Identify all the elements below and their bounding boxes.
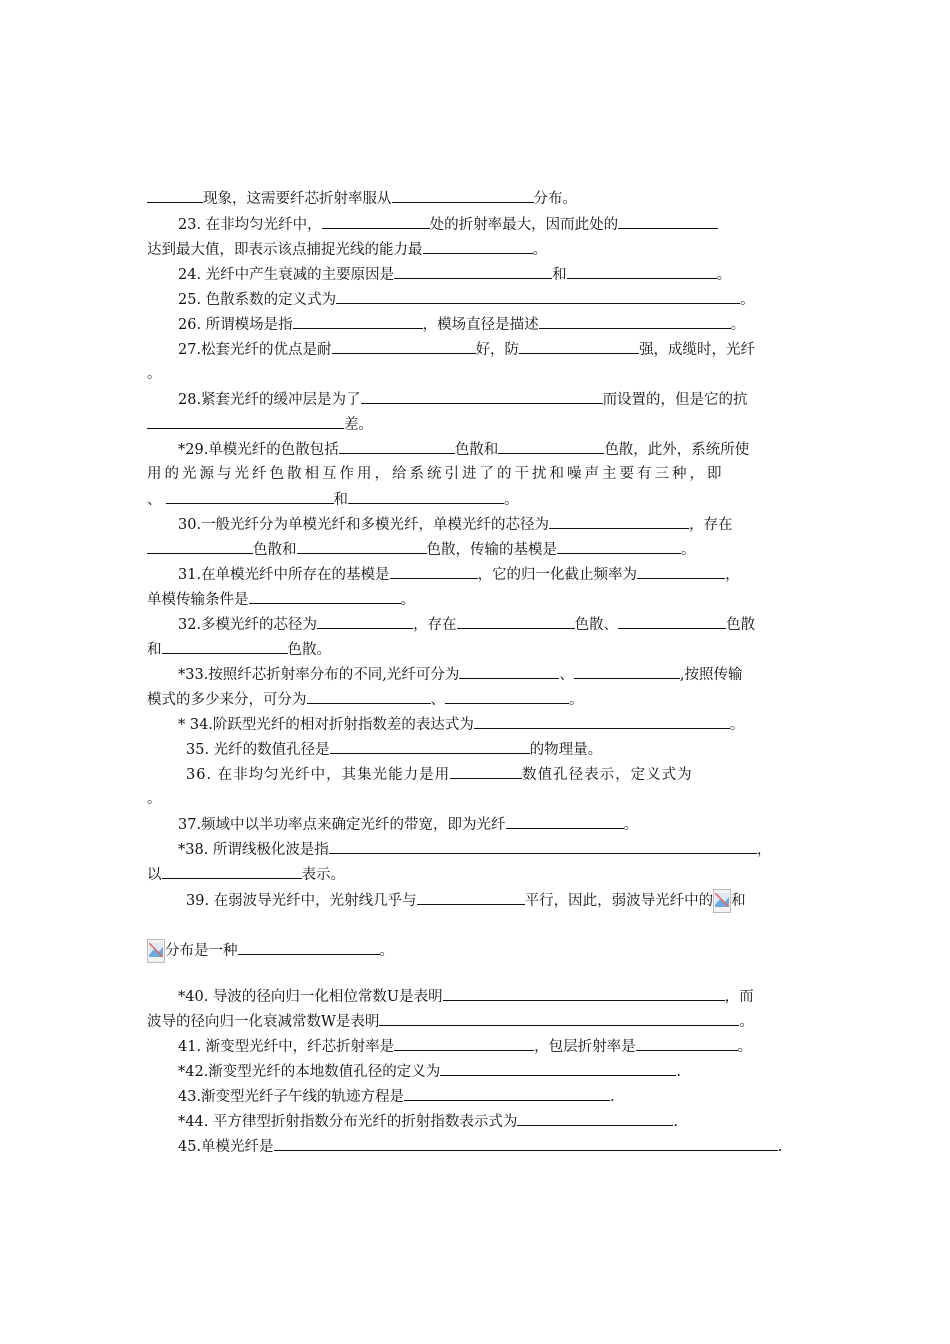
- q38-line1: [178, 839, 838, 860]
- q28-line2: [147, 414, 807, 435]
- q36-line2: [147, 789, 807, 809]
- text: 强，成缆时，光纤: [639, 342, 756, 358]
- blank[interactable]: [307, 689, 431, 704]
- blank[interactable]: [332, 339, 476, 354]
- q28-line1: [178, 389, 838, 410]
- text: 和: [333, 492, 348, 508]
- text: 色散，传输的基模是: [426, 542, 557, 558]
- blank[interactable]: [147, 188, 203, 203]
- q32-line1: [178, 614, 838, 635]
- text: 波导的径向归一化衰减常数W是表明: [147, 1014, 380, 1030]
- blank[interactable]: [162, 864, 302, 879]
- q33-line2: [147, 689, 807, 710]
- blank[interactable]: [618, 614, 726, 629]
- text: 30.一般光纤分为单模光纤和多模光纤，单模光纤的芯径为: [178, 517, 550, 533]
- text: ，包层折射率是: [534, 1039, 636, 1055]
- blank[interactable]: [474, 714, 730, 729]
- q34-line: [178, 714, 838, 735]
- text: 和: [731, 893, 746, 909]
- text: *42.渐变型光纤的本地数值孔径的定义为: [178, 1064, 441, 1080]
- q26-line: [178, 314, 838, 335]
- text: 39. 在弱波导光纤中，光射线几乎与: [186, 893, 417, 909]
- q37-line: [178, 814, 838, 835]
- text: .: [676, 1064, 681, 1080]
- blank[interactable]: [567, 264, 717, 279]
- text: 差。: [344, 417, 373, 433]
- blank[interactable]: [517, 1111, 673, 1126]
- text: 、: [559, 667, 574, 683]
- blank[interactable]: [445, 689, 569, 704]
- blank[interactable]: [549, 514, 689, 529]
- blank[interactable]: [392, 188, 534, 203]
- text: 色散和: [454, 442, 499, 458]
- q24-line: [178, 264, 838, 285]
- text: 37.频域中以半功率点来确定光纤的带宽，即为光纤: [178, 817, 506, 833]
- text: 平行，因此，弱波导光纤中的: [524, 893, 714, 909]
- text: .: [777, 1139, 783, 1155]
- text: 和: [552, 267, 567, 283]
- text: 25. 色散系数的定义式为: [178, 292, 337, 308]
- text: 31.在单模光纤中所存在的基模是: [178, 567, 390, 583]
- text: 23. 在非均匀光纤中，: [178, 217, 322, 233]
- blank[interactable]: [339, 439, 455, 454]
- blank[interactable]: [297, 539, 427, 554]
- text: 而设置的，但是它的抗: [602, 392, 748, 408]
- text: ，存在: [689, 517, 733, 533]
- blank[interactable]: [274, 1136, 778, 1151]
- q30-line1: [178, 514, 838, 535]
- text: * 34.阶跃型光纤的相对折射指数差的表达式为: [178, 717, 474, 733]
- blank[interactable]: [519, 339, 639, 354]
- q29-line2: 用的光源与光纤色散相互作用，给系统引进了的干扰和噪声主要有三种，即: [147, 466, 725, 482]
- text: 色散，此外，系统所使: [604, 442, 750, 458]
- blank[interactable]: [238, 940, 380, 955]
- text: 。: [739, 1014, 754, 1030]
- blank[interactable]: [390, 564, 478, 579]
- text: ，它的归一化截止频率为: [477, 567, 638, 583]
- blank[interactable]: [317, 614, 413, 629]
- blank[interactable]: [450, 764, 522, 779]
- blank[interactable]: [147, 414, 344, 429]
- text: 和: [147, 642, 162, 658]
- text: *40. 导波的径向归一化相位常数U是表明: [178, 989, 443, 1005]
- q35-line: [186, 739, 846, 760]
- text: ，模场直径是描述: [422, 317, 539, 333]
- blank[interactable]: [394, 1036, 534, 1051]
- q30-line2: [147, 539, 807, 560]
- q45-line: [178, 1136, 838, 1157]
- q39-line1: [186, 889, 846, 913]
- text: 28.紧套光纤的缓冲层是为了: [178, 392, 361, 408]
- text: 32.多模光纤的芯径为: [178, 617, 318, 633]
- q43-line: [178, 1086, 838, 1107]
- q29-line3: [147, 489, 807, 510]
- text: 。: [569, 692, 584, 708]
- text: 。: [147, 791, 162, 807]
- blank[interactable]: [404, 1086, 610, 1101]
- blank[interactable]: [348, 489, 504, 504]
- q41-line: [178, 1036, 838, 1057]
- blank[interactable]: [166, 489, 334, 504]
- blank[interactable]: [457, 614, 575, 629]
- text: 、: [430, 692, 445, 708]
- text: 处的折射率最大，因而此处的: [429, 217, 619, 233]
- text: 模式的多少来分，可分为: [147, 692, 307, 708]
- text: 达到最大值，即表示该点捕捉光线的能力最: [147, 242, 423, 258]
- text: 26. 所谓模场是指: [178, 317, 293, 333]
- blank[interactable]: [249, 589, 401, 604]
- text: 。: [681, 542, 696, 558]
- text: 。: [147, 366, 162, 382]
- blank[interactable]: [440, 1061, 676, 1076]
- text: 以: [147, 867, 162, 883]
- text: 。: [504, 492, 519, 508]
- text: 分布是一种: [165, 943, 238, 959]
- text: ，: [756, 842, 772, 858]
- q39-line2: [147, 939, 807, 963]
- q31-line2: [147, 589, 807, 610]
- q27-line2: [147, 364, 807, 384]
- text: ,按照传输: [679, 667, 743, 683]
- text: .: [610, 1089, 615, 1105]
- text: 。: [729, 717, 745, 733]
- text: 27.松套光纤的优点是耐: [178, 342, 332, 358]
- blank[interactable]: [330, 739, 530, 754]
- text: ，存在: [413, 617, 457, 633]
- text: 。: [716, 267, 732, 283]
- q29-line1: [178, 439, 838, 460]
- text: 现象，这需要纤芯折射率服从: [203, 191, 392, 207]
- text: *44. 平方律型折射指数分布光纤的折射指数表示式为: [178, 1114, 518, 1130]
- blank[interactable]: [557, 539, 681, 554]
- blank[interactable]: [539, 314, 731, 329]
- q44-line: [178, 1111, 838, 1132]
- text: 的物理量。: [529, 742, 603, 758]
- text: 。: [532, 242, 547, 258]
- q23-line2: [147, 239, 807, 260]
- text: *29.单模光纤的色散包括: [178, 442, 339, 458]
- text: 。: [379, 943, 394, 959]
- text: 色散。: [287, 642, 331, 658]
- q32-line2: [147, 639, 807, 660]
- blank[interactable]: [379, 1011, 739, 1026]
- text: 24. 光纤中产生衰减的主要原因是: [178, 267, 395, 283]
- q23-line1: [178, 214, 838, 235]
- text: .: [673, 1114, 679, 1130]
- text: 。: [623, 817, 639, 833]
- q42-line: [178, 1061, 838, 1082]
- blank[interactable]: [574, 664, 680, 679]
- q33-line1: [178, 664, 838, 685]
- blank[interactable]: [423, 239, 533, 254]
- blank[interactable]: [637, 564, 725, 579]
- text: 35. 光纤的数值孔径是: [186, 742, 330, 758]
- text: ，: [725, 567, 740, 583]
- q25-line: [178, 289, 838, 310]
- blank[interactable]: [506, 814, 624, 829]
- text: 色散、: [574, 617, 619, 633]
- blank[interactable]: [417, 890, 525, 905]
- blank[interactable]: [162, 639, 288, 654]
- text: 、: [147, 492, 162, 508]
- blank[interactable]: [329, 839, 757, 854]
- blank[interactable]: [618, 214, 718, 229]
- q31-line1: [178, 564, 838, 585]
- text: 分布。: [533, 191, 577, 207]
- text: ，而: [724, 989, 754, 1005]
- text: 。: [730, 317, 746, 333]
- blank[interactable]: [498, 439, 604, 454]
- blank[interactable]: [361, 389, 603, 404]
- text: 单模传输条件是: [147, 592, 249, 608]
- text: 表示。: [301, 867, 345, 883]
- text: 45.单模光纤是: [178, 1139, 274, 1155]
- text: 36. 在非均匀光纤中，其集光能力是用: [186, 767, 451, 783]
- q22-tail-line: [147, 188, 807, 209]
- text: 41. 渐变型光纤中，纤芯折射率是: [178, 1039, 395, 1055]
- q40-line2: [147, 1011, 807, 1032]
- text: 色散: [726, 617, 756, 633]
- text: 好，防: [475, 342, 520, 358]
- text: 。: [740, 292, 755, 308]
- text: 数值孔径表示，定义式为: [522, 767, 693, 783]
- q36-line1: [186, 764, 846, 785]
- blank[interactable]: [336, 289, 740, 304]
- text: 。: [737, 1039, 753, 1055]
- blank[interactable]: [322, 214, 430, 229]
- image-icon: [713, 889, 731, 913]
- q27-line1: [178, 339, 838, 360]
- text: 43.渐变型光纤子午线的轨迹方程是: [178, 1089, 405, 1105]
- blank[interactable]: [147, 539, 253, 554]
- image-icon: [147, 939, 165, 963]
- text: *33.按照纤芯折射率分布的不同,光纤可分为: [178, 667, 460, 683]
- blank[interactable]: [443, 986, 725, 1001]
- q40-line1: [178, 986, 838, 1007]
- blank[interactable]: [459, 664, 559, 679]
- blank[interactable]: [394, 264, 552, 279]
- blank[interactable]: [293, 314, 423, 329]
- text: *38. 所谓线极化波是指: [178, 842, 329, 858]
- text: 色散和: [253, 542, 297, 558]
- text: 。: [400, 592, 415, 608]
- blank[interactable]: [636, 1036, 738, 1051]
- q38-line2: [147, 864, 807, 885]
